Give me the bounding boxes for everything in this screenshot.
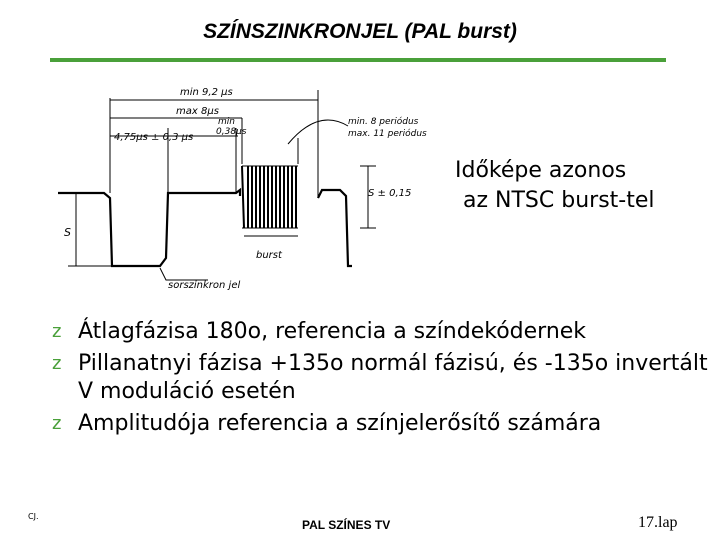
label-min: min: [218, 117, 235, 127]
label-s-amplitude: S ± 0,15: [368, 188, 412, 199]
pal-burst-timing-diagram: [48, 78, 440, 298]
label-s: S: [64, 226, 71, 239]
footer-title: PAL SZÍNES TV: [302, 518, 391, 532]
bullet-marker-icon: z: [52, 353, 62, 374]
label-max-11-periodus: max. 11 periódus: [348, 129, 427, 139]
bullet-marker-icon: z: [52, 321, 62, 342]
bullet-text: Pillanatnyi fázisa +135o normál fázisú, és -135o invertált V moduláció esetén: [78, 351, 708, 404]
bullet-item: [52, 350, 712, 406]
footer-author: CJ.: [28, 512, 39, 521]
label-min-8-periodus: min. 8 periódus: [348, 117, 419, 127]
page-number: 17.lap: [638, 514, 678, 531]
label-min-9-2: min 9,2 μs: [180, 87, 233, 98]
burst-waveform: [242, 166, 298, 228]
bullet-list: [52, 318, 712, 442]
label-sorszinkron: sorszinkron jel: [168, 280, 241, 291]
title-underline: [50, 58, 666, 62]
label-4-75: 4,75μs ± 0,3 μs: [114, 132, 194, 143]
note-line-2: az NTSC burst-tel: [463, 188, 655, 213]
bullet-text: Amplitudója referencia a színjelerősítő számára: [78, 411, 602, 436]
label-0-38: 0,38μs: [216, 127, 247, 137]
slide-title: SZÍNSZINKRONJEL (PAL burst): [203, 20, 517, 43]
bullet-marker-icon: z: [52, 413, 62, 434]
bullet-text: Átlagfázisa 180o, referencia a színdekódernek: [78, 319, 587, 344]
bullet-item: [52, 410, 712, 438]
bullet-item: [52, 318, 712, 346]
label-max-8: max 8μs: [176, 106, 219, 117]
note-text: [455, 156, 655, 216]
label-burst: burst: [256, 250, 282, 261]
note-line-1: Időképe azonos: [455, 158, 627, 183]
